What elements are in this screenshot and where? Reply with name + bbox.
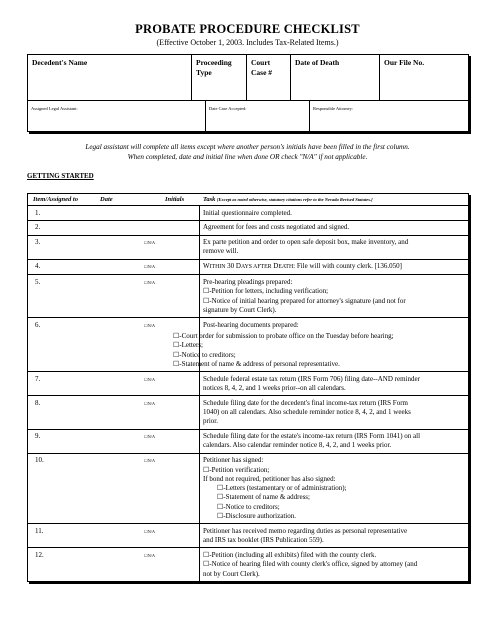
task-text — [203, 372, 468, 395]
task-line-part: : File will with county clerk. [136.050] — [293, 262, 403, 271]
date-case-accepted-field[interactable]: Date Case Accepted: — [205, 101, 309, 132]
task-line: notices 8, 4, 2, and 1 weeks prior--on all calendars. — [203, 383, 346, 392]
task-text — [203, 221, 468, 235]
task-subline: ☐-Letters (testamentary or of administration); — [217, 484, 347, 493]
task-subline: ☐-Notice to creditors; — [217, 502, 280, 511]
table-row — [28, 260, 468, 276]
table-row — [28, 206, 468, 221]
instructions-line-2: When completed, date and initial line when done OR check "N/A" if not applicable. — [127, 153, 368, 161]
task-line: Schedule federal estate tax return (IRS Form 706) filing date--AND reminder — [203, 374, 420, 383]
item-number: 9. — [35, 432, 41, 441]
task-line: calendars. Also calendar reminder notice 8, 4, 2, and 1 weeks prior. — [203, 441, 392, 450]
col-task-label: Task — [203, 195, 216, 203]
col-task-note: [Except as noted otherwise, statutory citations refer to the Nevada Revised Statutes.] — [217, 196, 373, 202]
na-checkbox[interactable]: ☐N/A — [144, 434, 155, 440]
na-checkbox[interactable]: ☐N/A — [144, 264, 155, 270]
task-line: ☐-Notice to creditors; — [173, 350, 236, 359]
table-row — [28, 236, 468, 260]
table-row — [28, 275, 468, 318]
column-divider — [199, 396, 200, 428]
item-number: 11. — [35, 526, 44, 535]
task-line-part: D — [271, 262, 279, 271]
task-text — [203, 548, 468, 580]
task-text — [203, 454, 468, 524]
task-overflow-lines — [28, 332, 468, 371]
task-line: ☐-Petition for letters, including verification; — [203, 287, 329, 296]
task-table — [27, 193, 469, 582]
task-text — [203, 260, 468, 275]
task-line-part: ITHIN — [209, 264, 226, 271]
case-info-box — [27, 54, 469, 132]
task-text — [203, 524, 468, 547]
task-table-header — [28, 194, 468, 206]
column-divider — [199, 275, 200, 317]
item-number: 2. — [35, 223, 41, 232]
page-subtitle: (Effective October 1, 2003. Includes Tax-Related Items.) — [156, 38, 339, 47]
case-info-row — [28, 55, 468, 101]
col-date: Date — [100, 195, 113, 203]
task-text — [203, 430, 468, 453]
col-item: Item/Assigned to — [33, 195, 78, 203]
task-line-part: 30 D — [225, 262, 241, 271]
task-line: Post-hearing documents prepared: — [203, 320, 299, 329]
instructions-line-1: Legal assistant will complete all items except where another person's initials have been filled in the first column. — [85, 143, 410, 151]
column-divider — [199, 454, 200, 524]
table-row — [28, 548, 468, 580]
assigned-legal-assistant-field[interactable]: Assigned Legal Assistant: — [31, 106, 78, 111]
task-text — [203, 275, 468, 317]
responsible-attorney-field[interactable]: Responsible Attorney: — [309, 101, 470, 132]
task-line: ☐-Court order for submission to probate office on the Tuesday before hearing; — [173, 331, 394, 340]
na-checkbox[interactable]: ☐N/A — [144, 376, 155, 382]
task-line: Schedule filing date for the estate's income-tax return (IRS Form 1041) on all — [203, 432, 421, 441]
column-divider — [199, 221, 200, 235]
table-row — [28, 221, 468, 236]
na-checkbox[interactable]: ☐N/A — [144, 240, 155, 246]
task-line: prior. — [203, 417, 218, 426]
task-text — [203, 236, 468, 259]
task-subline: ☐-Statement of name & address; — [217, 493, 310, 502]
task-line-part: W — [203, 262, 210, 271]
table-row — [28, 454, 468, 525]
task-line: not by Court Clerk). — [203, 569, 260, 578]
na-checkbox[interactable]: ☐N/A — [144, 528, 155, 534]
court-case-field[interactable]: Court Case # — [246, 55, 290, 101]
task-line: ☐-Letters; — [173, 341, 203, 350]
task-line: Ex parte petition and order to open safe deposit box, make inventory, and — [203, 238, 409, 247]
item-number: 6. — [35, 320, 41, 329]
task-line: signature by Court Clerk). — [203, 305, 277, 314]
col-initials: Initials — [165, 195, 185, 203]
na-checkbox[interactable]: ☐N/A — [144, 322, 155, 328]
task-line: Petitioner has received memo regarding duties as personal representative — [203, 526, 408, 535]
task-text — [203, 206, 468, 220]
task-line: and IRS tax booklet (IRS Publication 559). — [203, 536, 324, 545]
table-row — [28, 318, 468, 372]
column-divider — [199, 260, 200, 275]
item-number: 3. — [35, 238, 41, 247]
task-line: 1040) on all calendars. Also schedule reminder notice 8, 4, 2, and 1 weeks — [203, 408, 411, 417]
column-divider — [199, 430, 200, 453]
item-number: 4. — [35, 262, 41, 271]
task-line: Agreement for fees and costs negotiated and signed. — [203, 223, 350, 232]
item-number: 5. — [35, 277, 41, 286]
item-number: 1. — [35, 208, 41, 217]
task-line: ☐-Petition (including all exhibits) filed with the county clerk. — [203, 550, 377, 559]
assignment-row — [28, 101, 468, 132]
task-line: ☐-Petition verification; — [203, 465, 270, 474]
task-subline: ☐-Disclosure authorization. — [217, 512, 296, 521]
task-text — [203, 318, 468, 332]
item-number: 12. — [35, 550, 44, 559]
task-line-part: AYS AFTER — [240, 264, 272, 271]
task-line: ☐-Notice of initial hearing prepared for attorney's signature (and not for — [203, 296, 406, 305]
na-checkbox[interactable]: ☐N/A — [144, 400, 155, 406]
task-line: If bond not required, petitioner has also signed: — [203, 474, 336, 483]
item-number: 7. — [35, 374, 41, 383]
column-divider — [199, 236, 200, 259]
col-task — [203, 196, 373, 203]
task-line: Petitioner has signed: — [203, 456, 264, 465]
task-line-part: EATH — [278, 264, 294, 271]
task-line: ☐-Notice of hearing filed with county clerk's office, signed by attorney (and — [203, 560, 418, 569]
task-line: remove will. — [203, 247, 239, 256]
na-checkbox[interactable]: ☐N/A — [144, 279, 155, 285]
na-checkbox[interactable]: ☐N/A — [144, 552, 155, 558]
task-line: Pre-hearing pleadings prepared: — [203, 277, 293, 286]
task-line: Initial questionnaire completed. — [203, 208, 292, 217]
date-of-death-field[interactable]: Date of Death — [290, 55, 379, 101]
item-number: 8. — [35, 398, 41, 407]
na-checkbox[interactable]: ☐N/A — [144, 458, 155, 464]
section-heading: GETTING STARTED — [27, 172, 94, 180]
task-line — [203, 262, 464, 272]
decedent-name-field[interactable]: Decedent's Name — [32, 58, 88, 67]
column-divider — [199, 372, 200, 395]
task-rows — [28, 206, 468, 581]
task-line: Schedule filing date for the decedent's final income-tax return (IRS Form — [203, 398, 408, 407]
proceeding-type-field[interactable]: Proceeding Type — [191, 55, 246, 101]
table-row — [28, 524, 468, 548]
task-line: ☐-Statement of name & address of personal representative. — [173, 359, 340, 368]
page-title: PROBATE PROCEDURE CHECKLIST — [135, 22, 360, 36]
task-text — [203, 396, 468, 428]
column-divider — [199, 548, 200, 580]
instructions — [0, 142, 495, 162]
item-number: 10. — [35, 456, 44, 465]
our-file-no-field[interactable]: Our File No. — [379, 55, 470, 101]
column-divider — [199, 524, 200, 547]
table-row — [28, 430, 468, 454]
column-divider — [199, 206, 200, 220]
table-row — [28, 372, 468, 396]
table-row — [28, 396, 468, 429]
